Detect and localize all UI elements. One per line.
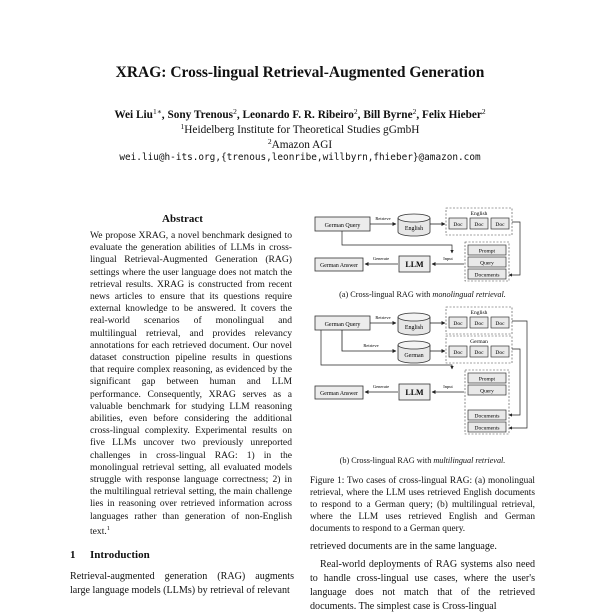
introduction-body: Retrieval-augmented generation (RAG) augments large language models (LLMs) by retrieval of relevant xyxy=(70,571,294,596)
subcaption-emphasis: multilingual retrieval. xyxy=(433,456,506,465)
input-label: Input xyxy=(443,384,453,389)
retrieve-label: Retrieve xyxy=(363,343,379,348)
abstract-text: We propose XRAG, a novel benchmark designed to evaluate the generation abilities of LLMs in cross-lingual Retrieval-Augmented Generation (RAG) settings where the user language does not match the retrieval results. XRAG is constructed from recent news articles to ensure that its questions require external knowledge to be answered. It covers the real-world scenarios of monolingual and multilingual retrieval, and provides relevancy annotations for each retrieved document. Our novel dataset construction pipeline results in questions that require complex reasoning, as evidenced by the significant gap between human and LLM performance. Consequently, XRAG serves as a valuable benchmark for studying LLM reasoning abilities, even before considering the additional cross-lingual complexity. Experimental results on five LLMs uncover two previously unreported challenges in cross-lingual RAG: 1) in the monolingual retrieval setting, all evaluated models struggle with response language correctness; 2) in the multilingual retrieval setting, the main challenge lies in reasoning over retrieved information across languages rather than generation of non-English text. xyxy=(90,230,292,538)
author-affiliation-mark: 2 xyxy=(353,107,358,116)
doc-label: Doc xyxy=(453,321,463,327)
affiliation-mark: 1 xyxy=(180,122,185,131)
figure-caption: Figure 1: Two cases of cross-lingual RAG: (a) monolingual retrieval, where the LLM uses retrieved English documents to respond to a German query; (b) multilingual retrieval, where the LLM uses retrieved English and German documents to respond to a German query. xyxy=(310,476,535,534)
doc-label: Doc xyxy=(453,350,463,356)
german-database-icon xyxy=(398,341,430,363)
panel-a xyxy=(315,208,520,281)
llm-label: LLM xyxy=(405,260,424,269)
retrieve-label: Retrieve xyxy=(375,216,391,221)
german-query-label: German Query xyxy=(324,223,361,229)
subcaption-text: (a) Cross-lingual RAG with xyxy=(339,290,433,299)
subcaption-text: (b) Cross-lingual RAG with xyxy=(339,456,434,465)
german-documents-flow-line xyxy=(509,349,520,415)
english-database-icon xyxy=(398,214,430,236)
documents-label: Documents xyxy=(474,413,500,420)
section-title: Introduction xyxy=(90,549,150,561)
author-emails: wei.liu@h-its.org,{trenous,leonribe,willbyrn,fhieber}@amazon.com xyxy=(119,152,481,163)
doc-label: Doc xyxy=(474,222,484,228)
subcaption-b xyxy=(310,456,535,465)
documents-label: Documents xyxy=(474,425,500,432)
figure-1-diagram xyxy=(305,205,540,455)
query-flow-line xyxy=(342,231,452,253)
affiliation-2 xyxy=(0,137,600,151)
german-group-label: German xyxy=(470,339,488,345)
doc-label: Doc xyxy=(495,222,505,228)
section-heading-introduction xyxy=(70,549,150,561)
retrieve-label: Retrieve xyxy=(375,315,391,320)
author-affiliation-mark: 2 xyxy=(233,107,237,116)
generate-label: Generate xyxy=(372,256,390,261)
query-label: Query xyxy=(480,260,494,267)
english-db-label: English xyxy=(404,325,424,331)
subcaption-a xyxy=(310,290,535,299)
german-query-label: German Query xyxy=(324,322,361,328)
english-db-label: English xyxy=(404,226,424,232)
author-list: Wei Liu$^{1∗}$, Sony Trenous$^2$, Leonardo F. R. Ribeiro$^2$, Bill Byrne$^2$, Felix Hieber$^2$ xyxy=(114,107,486,121)
author-affiliation-mark: 2 xyxy=(412,107,417,116)
input-label: Input xyxy=(443,256,453,261)
english-group-label: English xyxy=(470,310,488,316)
abstract-body xyxy=(90,230,292,538)
subcaption-emphasis: monolingual retrieval. xyxy=(432,290,506,299)
doc-label: Doc xyxy=(474,321,484,327)
doc-label: Doc xyxy=(495,350,505,356)
author-name: Sony Trenous xyxy=(167,109,234,121)
author-name: Wei Liu xyxy=(114,109,153,121)
documents-label: Documents xyxy=(474,272,500,279)
documents-flow-line xyxy=(509,222,520,275)
author-affiliation-mark: 1∗ xyxy=(152,107,162,116)
german-answer-label: German Answer xyxy=(320,391,358,397)
paper-title: XRAG: Cross-lingual Retrieval-Augmented Generation xyxy=(115,64,485,81)
prompt-label: Prompt xyxy=(478,248,496,255)
abstract-heading: Abstract xyxy=(162,213,203,225)
affiliation-text: Amazon AGI xyxy=(271,139,333,151)
body-paragraph: Real-world deployments of RAG systems also need to handle cross-lingual use cases, where the user's language does not match that of the retrieved documents. The simplest case is Cross-lingual xyxy=(310,559,535,612)
affiliation-1 xyxy=(0,122,600,136)
footnote-mark: 1 xyxy=(106,524,111,532)
affiliation-mark: 2 xyxy=(267,137,272,146)
query-flow-line xyxy=(321,330,452,369)
body-paragraph: retrieved documents are in the same language. xyxy=(310,541,497,552)
prompt-label: Prompt xyxy=(478,376,496,383)
doc-label: Doc xyxy=(495,321,505,327)
author-name: Leonardo F. R. Ribeiro xyxy=(242,109,354,121)
query-label: Query xyxy=(480,388,494,395)
doc-label: Doc xyxy=(474,350,484,356)
doc-label: Doc xyxy=(453,222,463,228)
german-answer-label: German Answer xyxy=(320,263,358,269)
english-database-icon xyxy=(398,313,430,335)
author-name: Felix Hieber xyxy=(422,109,482,121)
english-group-label: English xyxy=(470,211,488,217)
llm-label: LLM xyxy=(405,388,424,397)
affiliation-text: Heidelberg Institute for Theoretical Studies gGmbH xyxy=(184,124,420,136)
german-db-label: German xyxy=(404,353,424,359)
generate-label: Generate xyxy=(372,384,390,389)
author-affiliation-mark: 2 xyxy=(481,107,486,116)
section-number: 1 xyxy=(70,549,76,561)
author-name: Bill Byrne xyxy=(363,109,413,121)
panel-b xyxy=(315,307,527,434)
